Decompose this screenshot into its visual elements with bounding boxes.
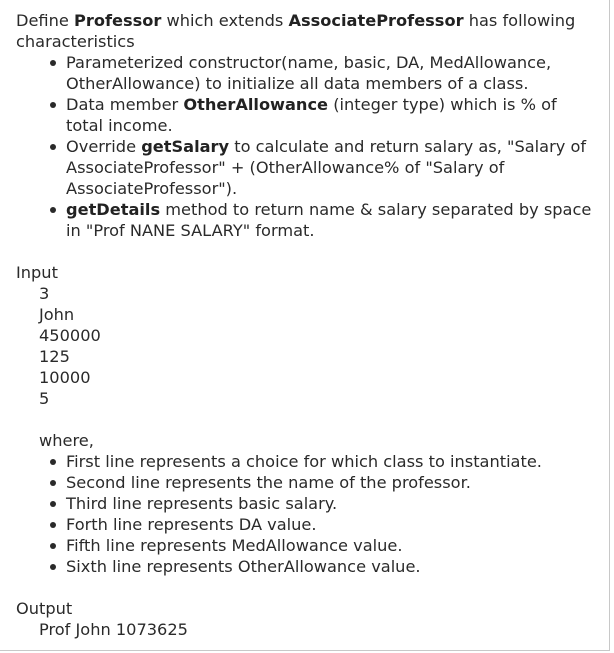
characteristics-list [16, 52, 595, 241]
characteristic-get-salary [66, 136, 595, 199]
input-line: 450000 [39, 326, 101, 345]
input-line: 3 [39, 284, 50, 303]
input-sample [16, 283, 595, 451]
intro-middle: which extends [161, 11, 289, 30]
input-explanation: First line represents a choice for which class to instantiate. [66, 451, 595, 472]
characteristic-get-salary-name: getSalary [141, 137, 230, 156]
intro-suffix: has following characteristics [16, 11, 576, 51]
problem-content [16, 10, 595, 640]
parent-class-name: AssociateProfessor [288, 11, 464, 30]
input-explanation: Third line represents basic salary. [66, 493, 595, 514]
characteristic-get-salary-prefix: Override [66, 137, 142, 156]
characteristic-get-details-suffix: method to return name & salary separated by space in "Prof NANE SALARY" format. [66, 200, 592, 240]
characteristic-get-salary-suffix: to calculate and return salary as, "Salary of AssociateProfessor" + (OtherAllowance% of "Salary of AssociateProfessor"). [66, 137, 587, 198]
characteristic-constructor-text: Parameterized constructor(name, basic, DA, MedAllowance, OtherAllowance) to initialize all data members of a class. [66, 53, 552, 93]
input-explanation: Fifth line represents MedAllowance value. [66, 535, 595, 556]
spacer [16, 577, 595, 598]
class-name: Professor [73, 11, 162, 30]
input-line: John [39, 305, 75, 324]
spacer [16, 241, 595, 262]
input-explanation: Second line represents the name of the professor. [66, 472, 595, 493]
input-heading: Input [16, 263, 58, 282]
characteristic-data-member-suffix: (integer type) which is % of total income. [66, 95, 557, 135]
characteristic-get-details-name: getDetails [66, 200, 161, 219]
intro-prefix: Define [16, 11, 74, 30]
characteristic-get-details [66, 199, 595, 241]
characteristic-data-member-prefix: Data member [66, 95, 184, 114]
input-explanations-list [16, 451, 595, 577]
characteristic-constructor [66, 52, 595, 94]
input-explanation: Forth line represents DA value. [66, 514, 595, 535]
input-explanation: Sixth line represents OtherAllowance value. [66, 556, 595, 577]
input-line: 10000 [39, 368, 91, 387]
input-line: 5 [39, 389, 50, 408]
output-heading: Output [16, 599, 73, 618]
characteristic-data-member-name: OtherAllowance [183, 95, 329, 114]
intro-paragraph [16, 10, 595, 52]
input-line: 125 [39, 347, 70, 366]
spacer [39, 409, 595, 430]
where-label: where, [39, 431, 94, 450]
output-line: Prof John 1073625 [39, 620, 188, 639]
output-sample [16, 619, 595, 640]
characteristic-data-member [66, 94, 595, 136]
